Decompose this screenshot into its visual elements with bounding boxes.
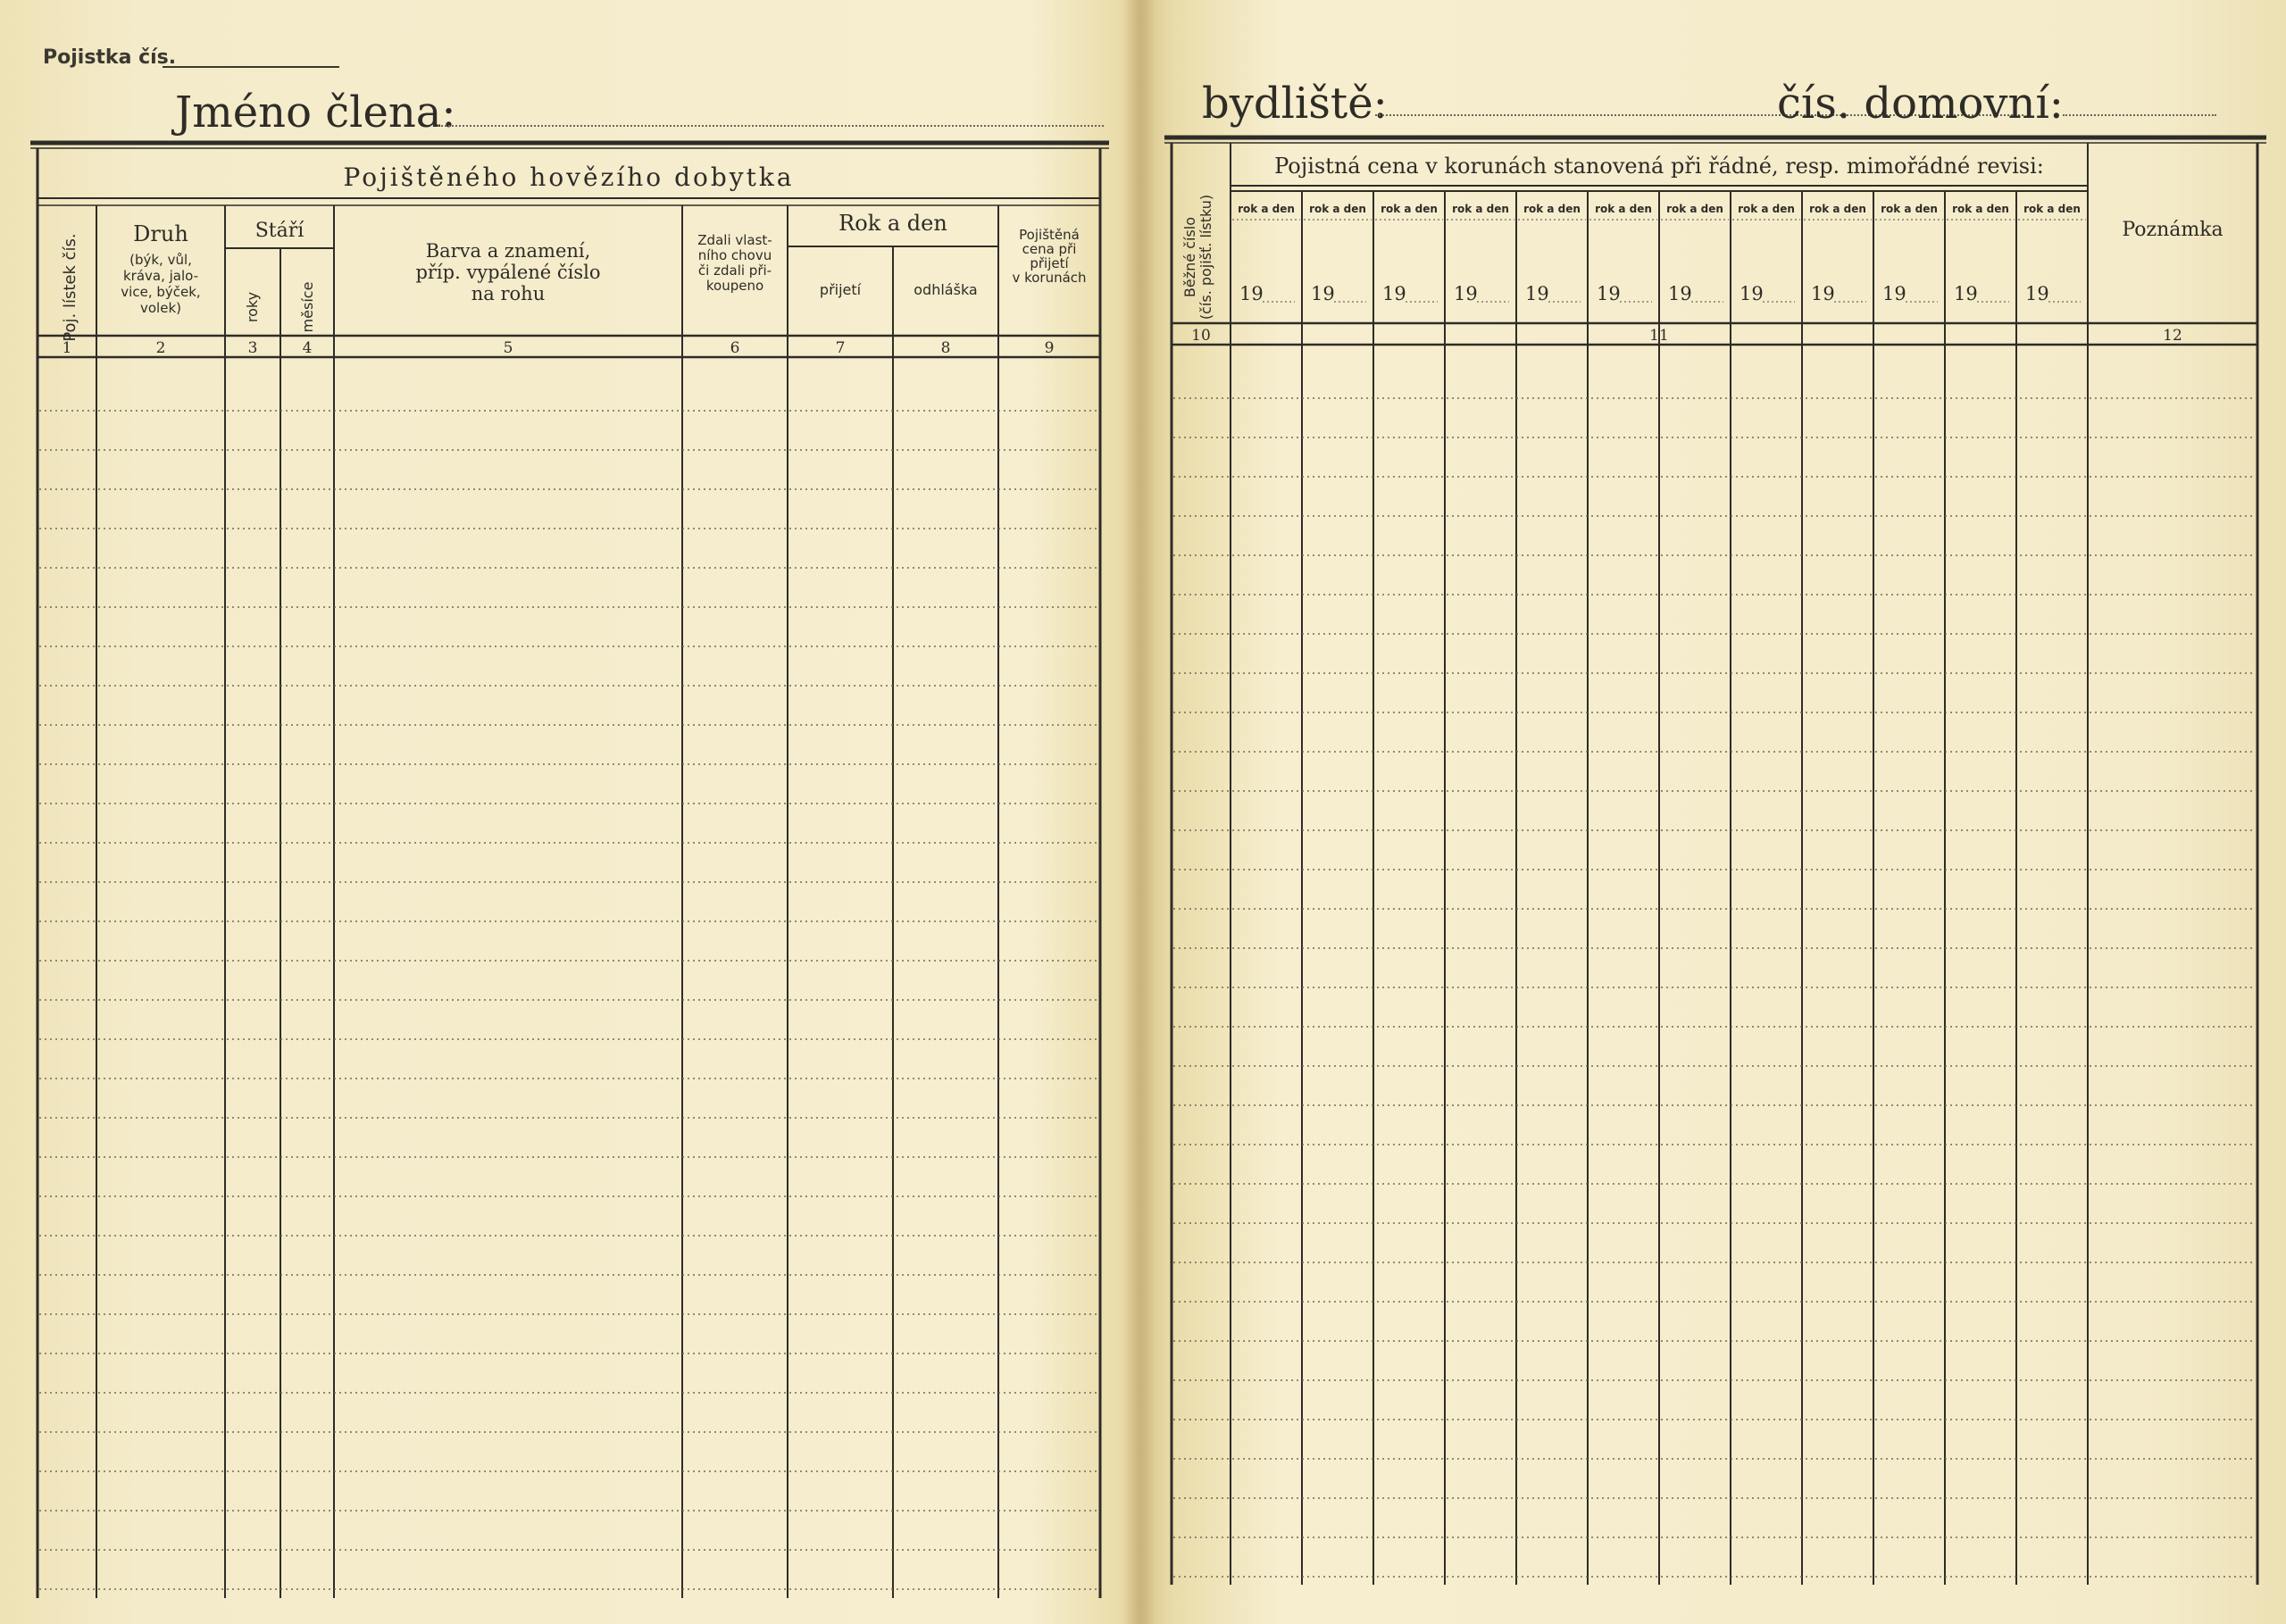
- left-table-body: [39, 357, 1098, 1598]
- right-col-number: 10: [1191, 327, 1211, 345]
- left-col-number: 4: [302, 339, 313, 357]
- revision-year-prefix: 19: [1882, 283, 1906, 304]
- revision-year-prefix: 19: [1382, 283, 1406, 304]
- policy-number-label: Pojistka čís.: [43, 46, 177, 69]
- revision-year-prefix: 19: [1954, 283, 1978, 304]
- col-admission: přijetí: [819, 281, 862, 298]
- col-kind-subtitle: (býk, vůl, kráva, jalo-vice, býček, volek): [121, 252, 201, 316]
- right-page: [1152, 0, 2286, 1624]
- revision-year-prefix: 19: [1525, 283, 1549, 304]
- right-table-body: [1173, 398, 2256, 1577]
- revision-year-prefix: 19: [1454, 283, 1478, 304]
- col-age: Stáří: [254, 220, 305, 242]
- revision-date-label: rok a den: [1952, 203, 2009, 215]
- price-header: Pojistná cena v korunách stanovená při řádné, resp. mimořádné revisi:: [1274, 154, 2044, 179]
- right-col-number: 12: [2163, 327, 2182, 345]
- col-year-day: Rok a den: [838, 211, 947, 236]
- revision-year-prefix: 19: [1239, 283, 1264, 304]
- left-col-number: 1: [62, 339, 72, 357]
- revision-year-prefix: 19: [1740, 283, 1764, 304]
- left-table: [0, 0, 1125, 1624]
- revision-date-label: rok a den: [2023, 203, 2081, 215]
- left-col-number: 8: [940, 339, 951, 357]
- revision-date-label: rok a den: [1809, 203, 1866, 215]
- col-insured-price: Pojištěná cena při přijetí v korunách: [1012, 227, 1087, 286]
- left-col-number: 5: [503, 339, 513, 357]
- col-note: Poznámka: [2122, 219, 2223, 241]
- revision-date-label: rok a den: [1738, 203, 1795, 215]
- house-number-label: čís. domovní:: [1777, 79, 2064, 129]
- revision-year-prefix: 19: [1668, 283, 1692, 304]
- revision-date-label: rok a den: [1666, 203, 1723, 215]
- col-deregistration: odhláška: [914, 281, 978, 298]
- col-age-months: měsíce: [299, 281, 316, 333]
- revision-date-label: rok a den: [1595, 203, 1652, 215]
- right-col-number: 11: [1649, 327, 1669, 345]
- revision-year-prefix: 19: [1597, 283, 1621, 304]
- left-column-numbers: [63, 339, 1055, 357]
- revision-year-prefix: 19: [1311, 283, 1335, 304]
- revision-year-prefix: 19: [1811, 283, 1835, 304]
- left-col-number: 7: [835, 339, 846, 357]
- right-column-numbers: [1191, 327, 2182, 345]
- col-age-years: roky: [244, 291, 261, 323]
- left-col-number: 9: [1044, 339, 1055, 357]
- col-running-number: Běžné číslo(čís. pojišť. lístku): [1181, 194, 1214, 321]
- revision-date-label: rok a den: [1523, 203, 1581, 215]
- revision-date-label: rok a den: [1381, 203, 1438, 215]
- col-colour-marks: Barva a znamení, příp. vypálené číslo na rohu: [415, 240, 601, 304]
- revision-year-prefix: 19: [2025, 283, 2049, 304]
- residence-label: bydliště:: [1202, 79, 1388, 129]
- revision-date-label: rok a den: [1238, 203, 1295, 215]
- left-col-number: 3: [247, 339, 258, 357]
- left-col-number: 6: [730, 339, 740, 357]
- revision-date-label: rok a den: [1452, 203, 1509, 215]
- left-col-number: 2: [155, 339, 166, 357]
- book-spine: [1123, 0, 1156, 1624]
- table-title: Pojištěného hovězího dobytka: [343, 162, 795, 192]
- revision-columns: [1231, 191, 2088, 1585]
- member-name-label: Jméno člena:: [175, 87, 456, 137]
- revision-date-label: rok a den: [1309, 203, 1366, 215]
- right-table: [1152, 0, 2286, 1624]
- col-kind-title: Druh: [133, 221, 188, 246]
- left-page: [0, 0, 1125, 1624]
- col-own-breed: Zdali vlast-ního chovu či zdali při-koupeno: [697, 232, 772, 294]
- revision-date-label: rok a den: [1881, 203, 1938, 215]
- col-policy-slip-no: Poj. lístek čís.: [61, 233, 79, 342]
